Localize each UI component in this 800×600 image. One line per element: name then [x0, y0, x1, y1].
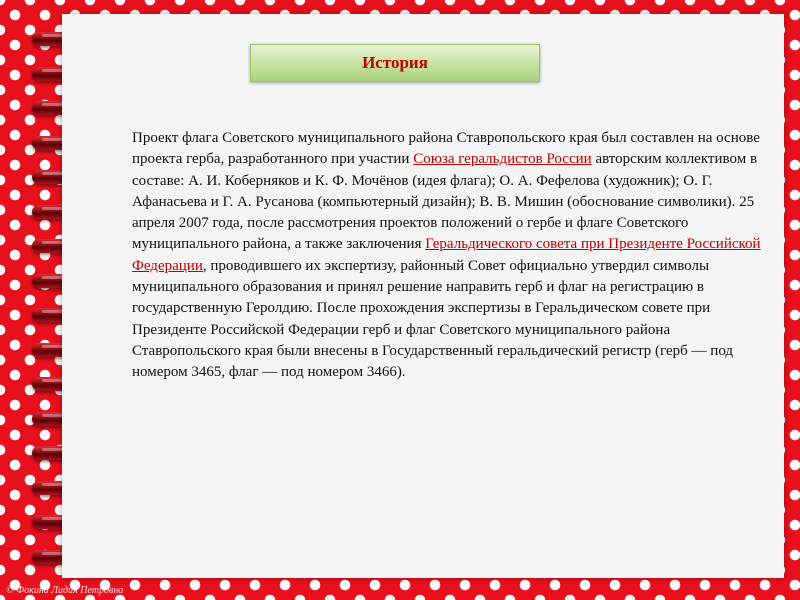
text-segment: , проводившего их экспертизу, районный Совет официально утвердил символы муниципального образования и принял решение направить герб и флаг на регистрацию в государственную Геролдию. После прохождения экспертизы в Геральдическом совете при Президенте Российской Федерации герб и флаг Советского муниципального района Ставропольского края были внесены в Государственный геральдический регистр (герб — под номером 3465, флаг — под номером 3466). [132, 257, 734, 381]
text-segment: авторским коллективом в составе: А. И. Коберняков и К. Ф. Мочёнов (идея флага); О. А. Фефелова (художник); О. Г. Афанасьева и Г. А. Русанова (компьютерный дизайн); В. В. Мишин (обоснование символики). 25 апреля 2007 года, после рассмотрения проектов положений о гербе и флаге Советского муниципального района, а также заключения [132, 151, 758, 253]
text-segment: Проект флага Советского муниципального района Ставропольского края был составлен на основе проекта герба, разработанного при участии [132, 130, 760, 168]
title-banner [250, 44, 540, 82]
history-paragraph [132, 128, 762, 384]
link-union-of-heraldists[interactable]: Союза геральдистов России [413, 151, 592, 168]
slide-title: История [362, 53, 428, 72]
author-watermark: © Фокина Лидия Петровна [6, 585, 124, 596]
link-heraldic-council[interactable]: Геральдического совета при Президенте Российской Федерации [132, 236, 761, 274]
